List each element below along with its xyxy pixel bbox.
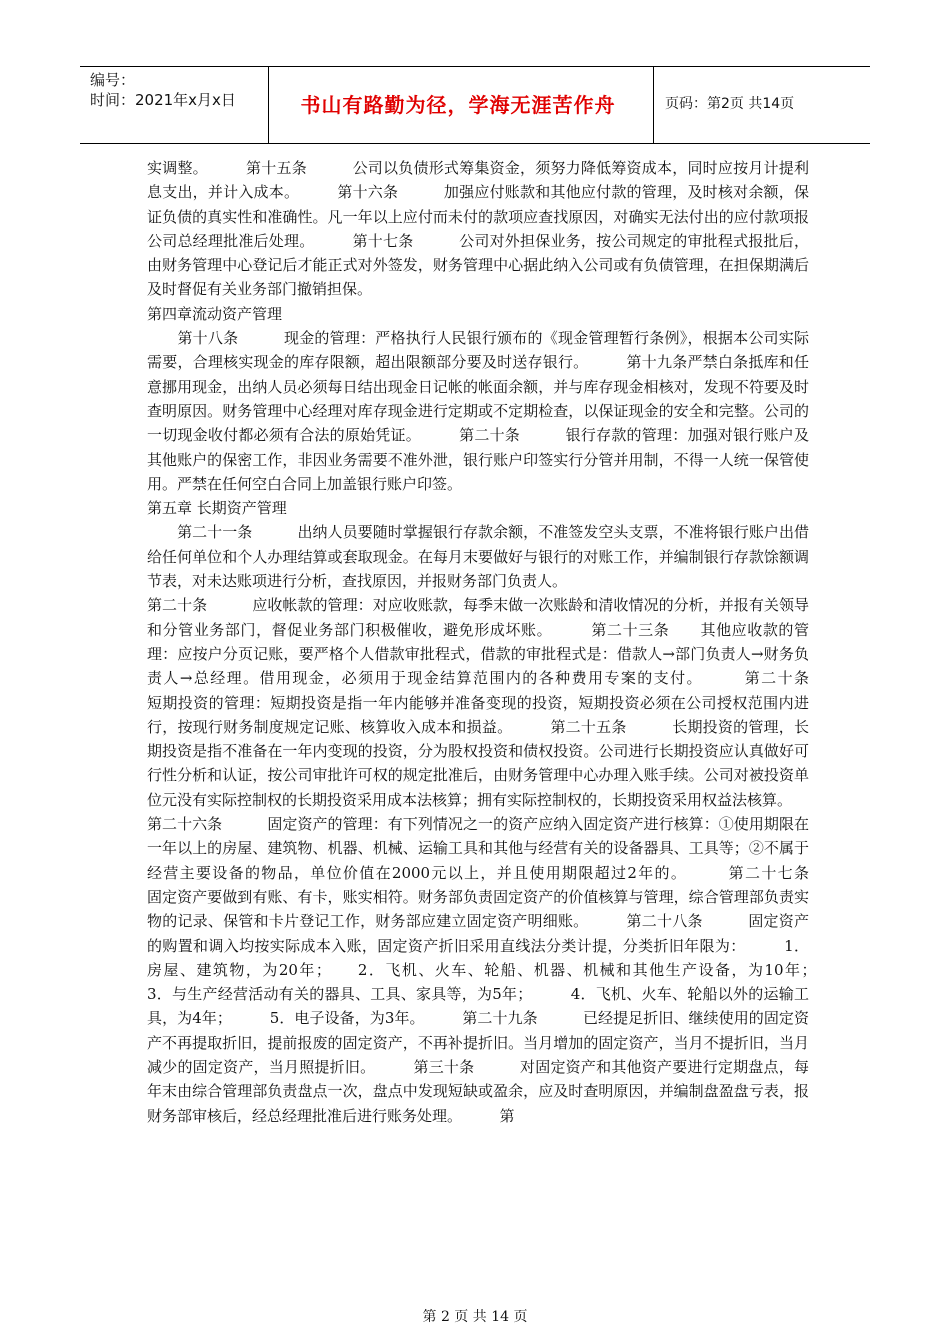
- paragraph: 第二十六条 固定资产的管理：有下列情况之一的资产应纳入固定资产进行核算：①使用期限在一年以上的房屋、建筑物、机器、机械、运输工具和其他与经营有关的设备器具、工具等；②不属于经营主要设备的物品，单位价值在2000元以上，并且使用期限超过2年的。 第二十七条 固定资产要做到有账、有卡，账实相符。财务部负责固定资产的价值核算与管理，综合管理部负责实物的记录、保管和卡片登记工作，财务部应建立固定资产明细账。 第二十八条 固定资产的购置和调入均按实际成本入账，固定资产折旧采用直线法分类计提，分类折旧年限为： 1．房屋、建筑物，为20年； 2．飞机、火车、轮船、机器、机械和其他生产设备，为10年； 3．与生产经营活动有关的器具、工具、家具等，为5年； 4．飞机、火车、轮船以外的运输工具，为4年； 5．电子设备，为3年。 第二十九条 已经提足折旧、继续使用的固定资产不再提取折旧，提前报废的固定资产，不再补提折旧。当月增加的固定资产，当月不提折旧，当月减少的固定资产，当月照提折旧。 第三十条 对固定资产和其他资产要进行定期盘点，每年末由综合管理部负责盘点一次，盘点中发现短缺或盈余，应及时查明原因，并编制盘盈盘亏表，报财务部审核后，经总经理批准后进行账务处理。 第: [147, 815, 855, 1125]
- header-top-rule: [80, 66, 870, 67]
- header-meta: [90, 70, 236, 110]
- chapter-heading: 第五章 长期资产管理: [147, 499, 287, 518]
- paragraph: 第十八条 现金的管理：严格执行人民银行颁布的《现金管理暂行条例》，根据本公司实际需要，合理核实现金的库存限额，超出限额部分要及时送存银行。 第十九条严禁白条抵库和任意挪用现金，出纳人员必须每日结出现金日记帐的帐面余额，并与库存现金相核对，发现不符要及时查明原因。财务管理中心经理对库存现金进行定期或不定期检查，以保证现金的安全和完整。公司的一切现金收付都必须有合法的原始凭证。 第二十条 银行存款的管理：加强对银行账户及其他账户的保密工作，非因业务需要不准外泄，银行账户印签实行分管并用制，不得一人统一保管使用。严禁在任何空白合同上加盖银行账户印签。: [147, 329, 809, 493]
- page-footer: 第 2 页 共 14 页: [422, 1309, 528, 1325]
- header-divider-right: [653, 66, 654, 144]
- header-motto: 书山有路勤为径，学海无涯苦作舟: [300, 93, 616, 117]
- document-number-label: 编号：: [90, 71, 136, 89]
- chapter-heading: 第四章流动资产管理: [147, 304, 283, 323]
- paragraph: 实调整。 第十五条 公司以负债形式筹集资金，须努力降低筹资成本，同时应按月计提利息支出，并计入成本。 第十六条 加强应付账款和其他应付款的管理，及时核对余额，保证负债的真实性和准确性。凡一年以上应付而未付的款项应查找原因，对确实无法付出的应付款项报公司总经理批准后处理。 第十七条 公司对外担保业务，按公司规定的审批程式报批后，由财务管理中心登记后才能正式对外签发，财务管理中心据此纳入公司或有负债管理，在担保期满后及时督促有关业务部门撤销担保。: [147, 159, 809, 299]
- paragraph: 第二十一条 出纳人员要随时掌握银行存款余额，不准签发空头支票，不准将银行账户出借给任何单位和个人办理结算或套取现金。在每月末要做好与银行的对账工作，并编制银行存款馀额调节表，对未达账项进行分析，查找原因，并报财务部门负责人。: [147, 523, 809, 591]
- document-body: [147, 156, 855, 1128]
- paragraph: 第二十条 应收帐款的管理：对应收账款，每季末做一次账龄和清收情况的分析，并报有关领导和分管业务部门，督促业务部门积极催收，避免形成坏账。 第二十三条 其他应收款的管理：应按户分页记账，要严格个人借款审批程式，借款的审批程式是：借款人→部门负责人→财务负责人→总经理。借用现金，必须用于现金结算范围内的各种费用专案的支付。 第二十条 短期投资的管理：短期投资是指一年内能够并准备变现的投资，短期投资必须在公司授权范围内进行，按现行财务制度规定记账、核算收入成本和损益。 第二十五条 长期投资的管理，长期投资是指不准备在一年内变现的投资，分为股权投资和债权投资。公司进行长期投资应认真做好可行性分析和认证，按公司审批许可权的规定批准后，由财务管理中心办理入账手续。公司对被投资单位元没有实际控制权的长期投资采用成本法核算；拥有实际控制权的，长期投资采用权益法核算。: [147, 596, 855, 809]
- header-bottom-rule: [80, 143, 870, 144]
- header-page-info: 页码：第2页 共14页: [665, 96, 795, 112]
- page-header: [80, 66, 870, 144]
- document-date: 时间：2021年x月x日: [90, 91, 236, 109]
